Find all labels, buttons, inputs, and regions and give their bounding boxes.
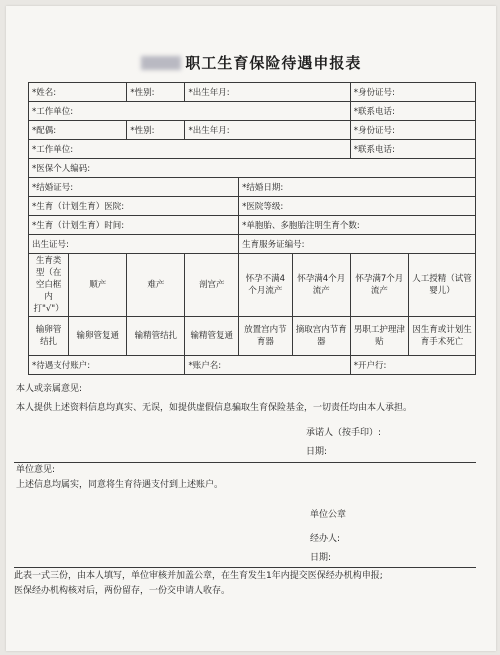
type-option[interactable]: 摘取宫内节育器 (292, 317, 350, 356)
birth-type-header: 生育类型（在空白框内打"√"） (29, 254, 69, 317)
birth-time-field[interactable]: *生育（计划生育）时间: (29, 216, 239, 235)
birth-date-field[interactable]: *出生年月: (185, 83, 350, 102)
type-option[interactable]: 难产 (127, 254, 185, 317)
table-row (29, 159, 476, 178)
form-title-area (6, 52, 496, 73)
type-option[interactable]: 因生育或计划生育手术死亡 (408, 317, 475, 356)
table-row (29, 235, 476, 254)
redacted-region (141, 56, 181, 70)
unit-seal: 单位公章 (310, 510, 347, 520)
table-row (29, 317, 476, 356)
birth-cert-field[interactable]: 出生证号: (29, 235, 239, 254)
type-option[interactable]: 放置宫内节育器 (239, 317, 293, 356)
type-option[interactable]: 输精管结扎 (127, 317, 185, 356)
table-row (29, 121, 476, 140)
table-row (29, 197, 476, 216)
type-option[interactable]: 怀孕满7个月流产 (350, 254, 408, 317)
unit-statement: 上述信息均属实，同意将生育待遇支付到上述账户。 (16, 480, 224, 490)
name-field[interactable]: *姓名: (29, 83, 127, 102)
personal-opinion-heading: 本人或亲属意见: (16, 384, 83, 394)
spouse-gender-field[interactable]: *性别: (127, 121, 185, 140)
type-option[interactable]: 输精管复通 (185, 317, 239, 356)
spouse-field[interactable]: *配偶: (29, 121, 127, 140)
form-paper (6, 6, 496, 651)
type-option[interactable]: 输卵管复通 (69, 317, 127, 356)
note-line: 医保经办机构核对后，两份留存，一份交申请人收存。 (14, 586, 231, 596)
table-row (29, 254, 476, 317)
spouse-birth-date-field[interactable]: *出生年月: (185, 121, 350, 140)
unit-opinion-section (14, 463, 476, 568)
unit-handler[interactable]: 经办人: (310, 534, 341, 544)
type-option[interactable]: 男职工护理津贴 (350, 317, 408, 356)
payment-account-field[interactable]: *待遇支付账户: (29, 356, 185, 375)
table-row (29, 102, 476, 121)
spouse-id-number-field[interactable]: *身份证号: (350, 121, 475, 140)
type-option[interactable]: 怀孕不满4个月流产 (239, 254, 293, 317)
account-name-field[interactable]: *账户名: (185, 356, 350, 375)
employer-field[interactable]: *工作单位: (29, 102, 351, 121)
personal-date[interactable]: 日期: (306, 447, 328, 457)
form-notes (14, 569, 484, 599)
phone-field[interactable]: *联系电话: (350, 102, 475, 121)
marriage-cert-field[interactable]: *结婚证号: (29, 178, 239, 197)
personal-statement: 本人提供上述资料信息均真实、无误，如提供虚假信息骗取生育保险基金，一切责任均由本人承担。 (16, 403, 413, 413)
hospital-field[interactable]: *生育（计划生育）医院: (29, 197, 239, 216)
table-row (29, 356, 476, 375)
medical-insurance-code-field[interactable]: *医保个人编码: (29, 159, 476, 178)
bank-field[interactable]: *开户行: (350, 356, 475, 375)
spouse-phone-field[interactable]: *联系电话: (350, 140, 475, 159)
unit-date[interactable]: 日期: (310, 553, 332, 563)
service-cert-field[interactable]: 生育服务证编号: (239, 235, 476, 254)
type-option[interactable]: 输卵管结扎 (29, 317, 69, 356)
note-line: 此表一式三份，由本人填写，单位审核并加盖公章，在生育发生1年内提交医保经办机构申报; (14, 571, 383, 581)
type-option[interactable]: 顺产 (69, 254, 127, 317)
id-number-field[interactable]: *身份证号: (350, 83, 475, 102)
table-row (29, 178, 476, 197)
hospital-level-field[interactable]: *医院等级: (239, 197, 476, 216)
application-table (28, 82, 476, 375)
birth-count-field[interactable]: *单胞胎、多胞胎注明生育个数: (239, 216, 476, 235)
table-row (29, 83, 476, 102)
table-row (29, 140, 476, 159)
marriage-date-field[interactable]: *结婚日期: (239, 178, 476, 197)
gender-field[interactable]: *性别: (127, 83, 185, 102)
type-option[interactable]: 人工授精（试管婴儿） (408, 254, 475, 317)
personal-opinion-section (14, 382, 476, 463)
personal-signer[interactable]: 承诺人（按手印）: (306, 428, 382, 438)
type-option[interactable]: 怀孕满4个月流产 (292, 254, 350, 317)
table-row (29, 216, 476, 235)
type-option[interactable]: 剖宫产 (185, 254, 239, 317)
spouse-employer-field[interactable]: *工作单位: (29, 140, 351, 159)
form-title: 职工生育保险待遇申报表 (185, 54, 362, 72)
unit-opinion-heading: 单位意见: (16, 465, 56, 475)
